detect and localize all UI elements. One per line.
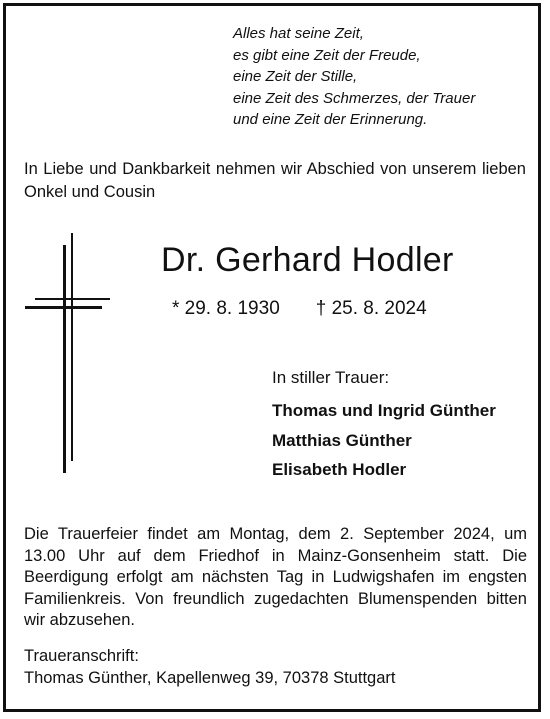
poem-line: es gibt eine Zeit der Freude, xyxy=(233,46,421,64)
birth-date: * 29. 8. 1930 xyxy=(172,298,280,319)
cross-vertical-thin-bar xyxy=(71,233,73,461)
life-dates xyxy=(172,297,427,321)
poem-line: eine Zeit des Schmerzes, der Trauer xyxy=(233,89,476,107)
intro-text: In Liebe und Dankbarkeit nehmen wir Abschied von unserem lieben Onkel und Cousin xyxy=(24,160,526,201)
deceased-name: Dr. Gerhard Hodler xyxy=(161,241,454,279)
poem-line: eine Zeit der Stille, xyxy=(233,68,358,85)
cross-vertical-bar xyxy=(63,245,66,473)
poem-line: und eine Zeit der Erinnerung. xyxy=(233,111,428,128)
cross-horizontal-thin-bar xyxy=(35,298,110,300)
address-value: Thomas Günther, Kapellenweg 39, 70378 Stuttgart xyxy=(24,669,396,687)
mourner-name: Thomas und Ingrid Günther xyxy=(272,401,496,420)
funeral-details: Die Trauerfeier findet am Montag, dem 2. September 2024, um 13.00 Uhr auf dem Friedhof in Mainz-Gonsenheim statt. Die Beerdigung erfolgt am nächsten Tag in Ludwigshafen im engsten Familienkreis. Von freundlich zugedachten Blumenspenden bitten wir abzusehen. xyxy=(24,525,527,629)
cross-horizontal-bar xyxy=(25,306,102,309)
address-label: Traueranschrift: xyxy=(24,647,139,665)
mourners-list xyxy=(272,396,496,485)
poem-line: Alles hat seine Zeit, xyxy=(233,25,364,42)
mourner-name: Elisabeth Hodler xyxy=(272,460,407,479)
mourner-name: Matthias Günther xyxy=(272,430,412,450)
poem xyxy=(233,23,475,131)
mourning-label: In stiller Trauer: xyxy=(272,368,390,387)
death-date: † 25. 8. 2024 xyxy=(315,298,427,319)
